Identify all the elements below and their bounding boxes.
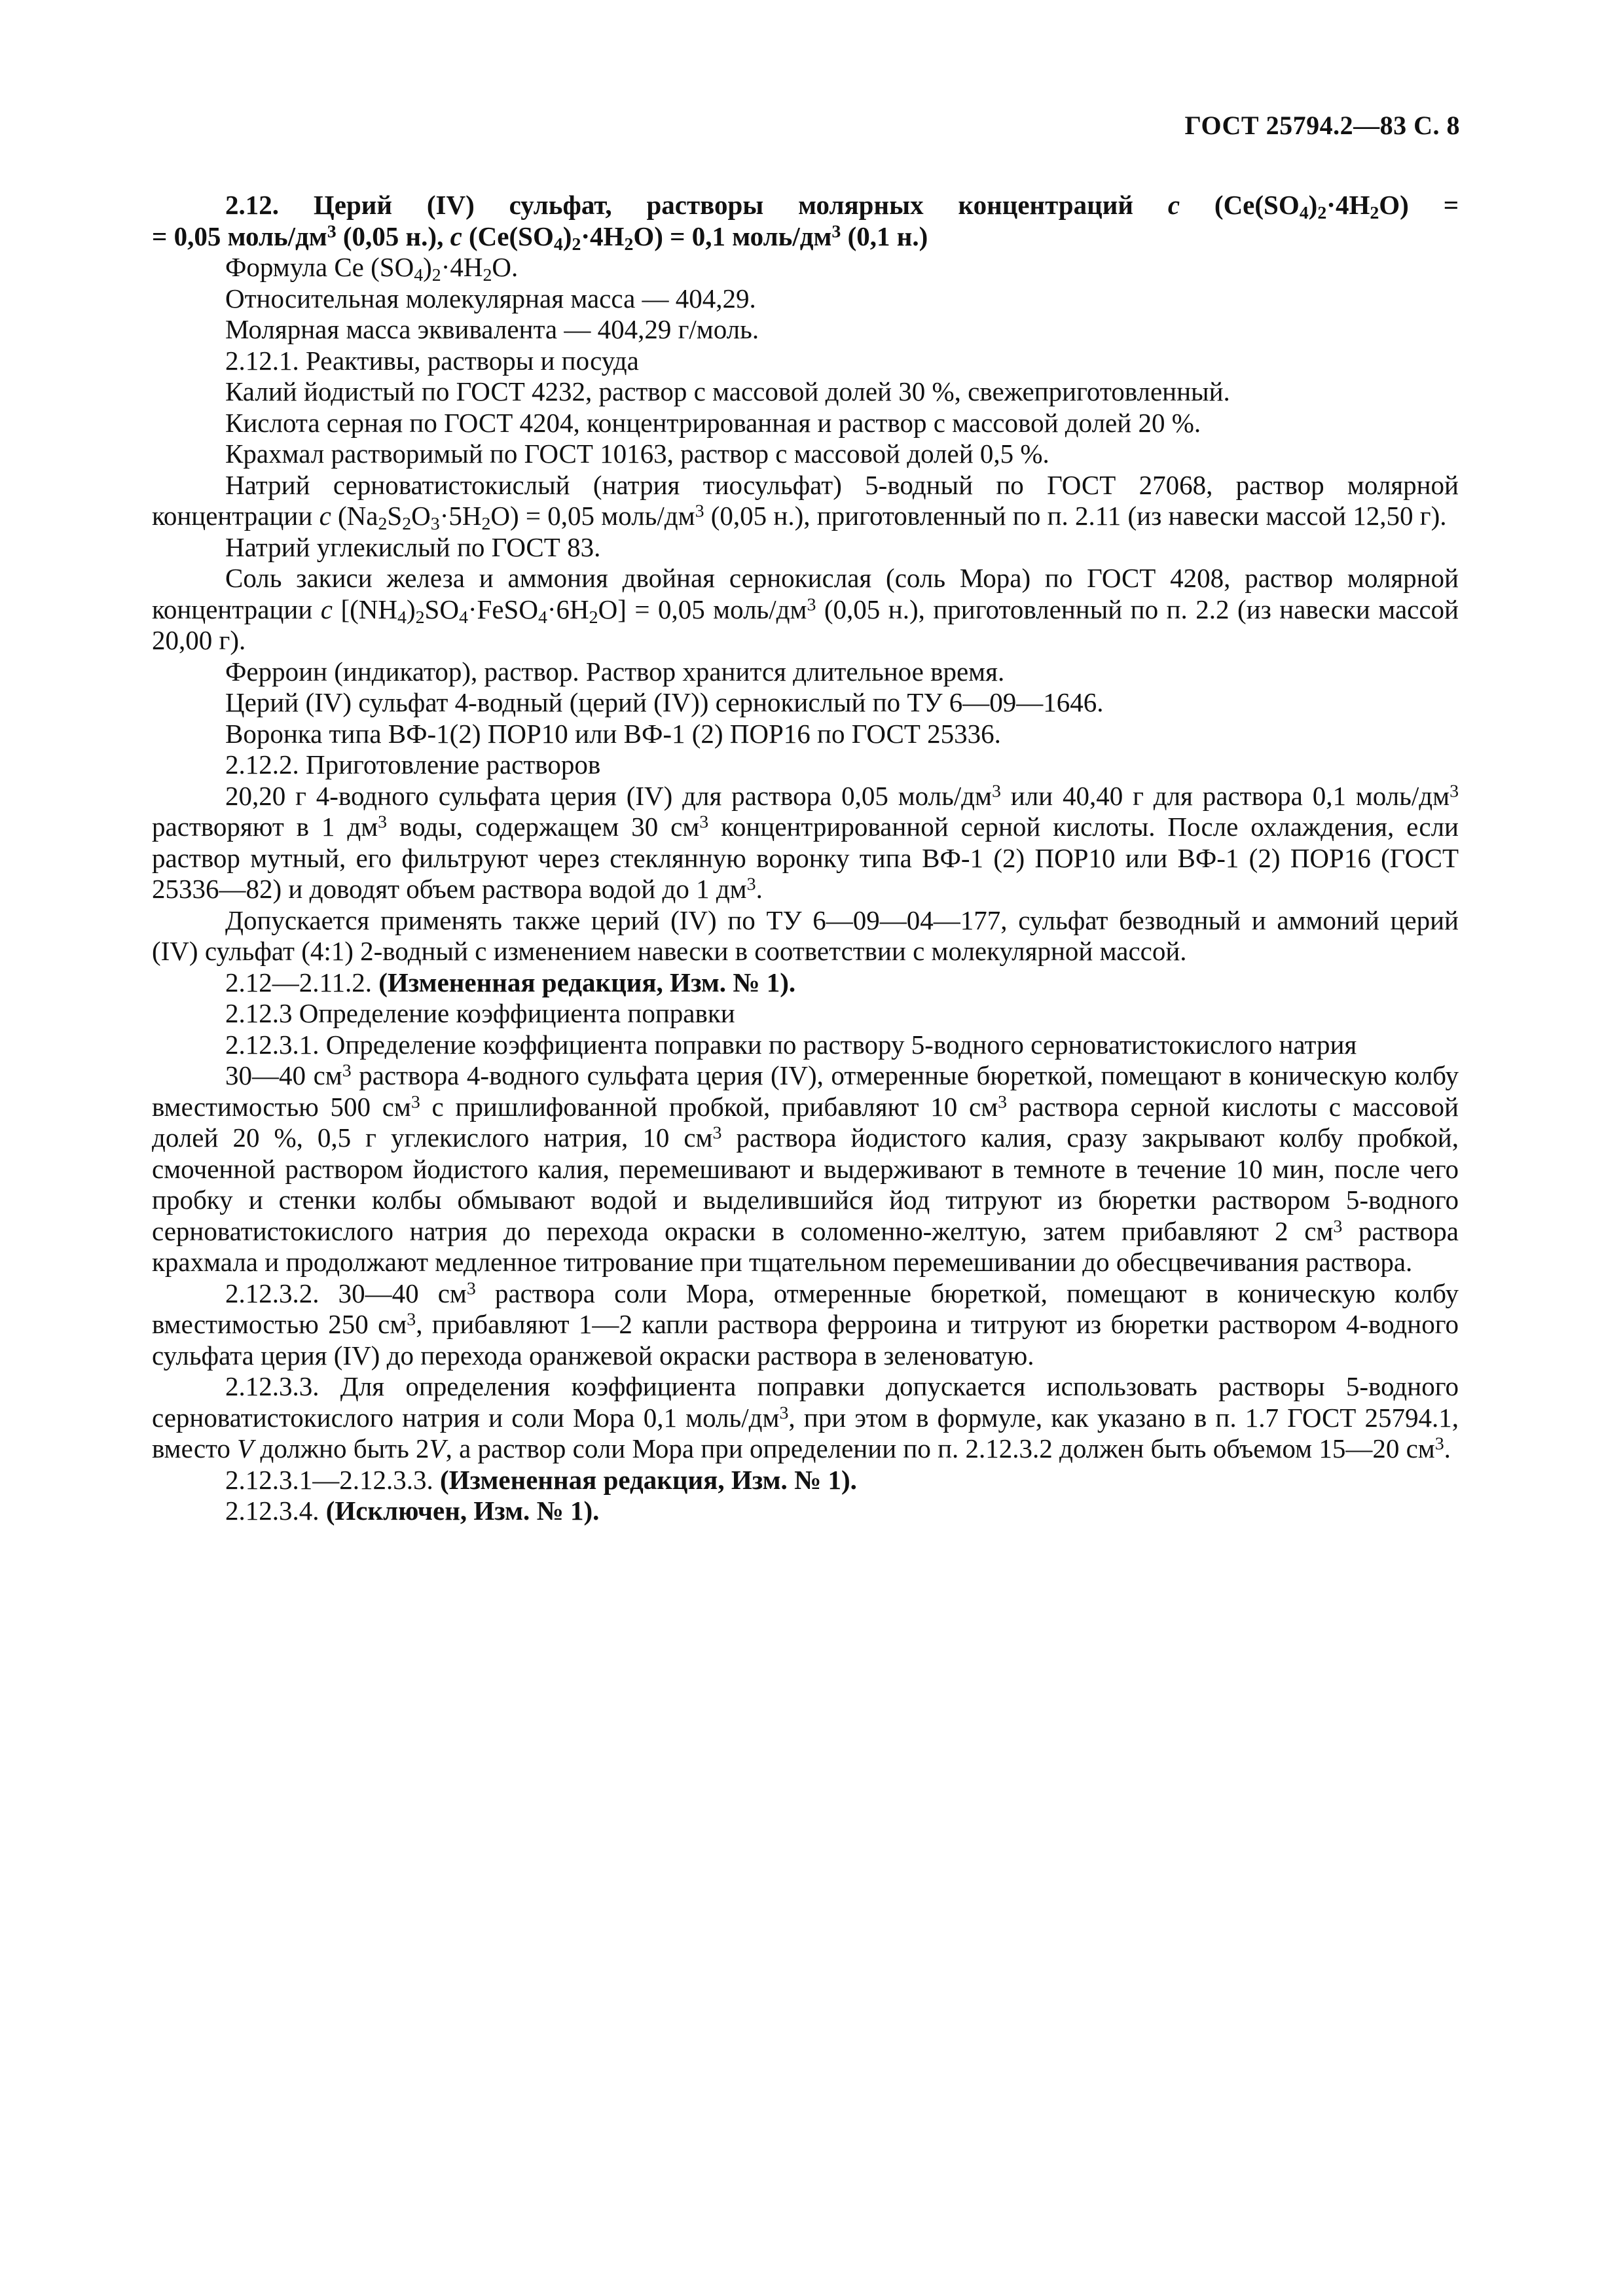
section-heading-2-12-line2: = 0,05 моль/$дм^3$ (0,05 н.), c $(Ce(SO_4)_2\cdot 4H_2O) = 0,1$ моль/$дм^3$ (0,1 н.) <box>152 221 928 255</box>
reagent-mohr-salt: Соль закиси железа и аммония двойная сернокислая (соль Мора) по ГОСТ 4208, раствор молярной концентрации c $[(NH_4)_2SO_4\cdot FeSO_4\cdot 6H_2O] = 0,05$ моль/$дм^3$ (0,05 н.), приготовленный по п. 2.2 (из навески массой 20,00 г). <box>152 563 1459 655</box>
excluded-note: 2.12.3.4. (Исключен, Изм. № 1). <box>225 1496 600 1526</box>
reagent-thiosulfate: Натрий серноватистокислый (натрия тиосульфат) 5-водный по ГОСТ 27068, раствор молярной концентрации c $(Na_2S_2O_3\cdot 5H_2O) = 0,05$ моль/$дм^3$ (0,05 н.), приготовленный по п. 2.11 (из навески массой 12,50 г). <box>152 469 1459 534</box>
subsection-2-12-1: 2.12.1. Реактивы, растворы и посуда <box>225 345 639 376</box>
document-body <box>152 190 1459 1527</box>
amendment-note-1: 2.12—2.11.2. (Измененная редакция, Изм. № 1). <box>225 967 796 997</box>
method-paragraph-1: 30—40 $см^3$ раствора 4-водного сульфата церия (IV), отмеренные бюреткой, помещают в коническую колбу вместимостью 500 $см^3$ с пришлифованной пробкой, прибавляют 10 $см^3$ раствора серной кислоты с массовой долей 20 %, 0,5 г углекислого натрия, 10 $см^3$ раствора йодистого калия, сразу закрывают колбу пробкой, смоченной раствором йодистого калия, перемешивают и выдерживают в темноте в течение 10 мин, после чего пробку и стенки колбы обмывают водой и выделившийся йод титруют из бюретки раствором 5-водного серноватистокислого натрия до перехода окраски в соломенно-желтую, затем прибавляют 2 $см^3$ раствора крахмала и продолжают медленное титрование при тщательном перемешивании до обесцвечивания раствора. <box>152 1060 1459 1277</box>
subsection-2-12-3-1: 2.12.3.1. Определение коэффициента поправки по раствору 5-водного серноватистокислого натрия <box>225 1029 1357 1060</box>
reagent-starch: Крахмал растворимый по ГОСТ 10163, раствор с массовой долей 0,5 %. <box>225 439 1049 469</box>
molecular-mass: Относительная молекулярная масса — 404,29. <box>225 283 756 314</box>
reagent-funnel: Воронка типа ВФ-1(2) ПОР10 или ВФ-1 (2) ПОР16 по ГОСТ 25336. <box>225 718 1001 749</box>
reagent-sodium-carbonate: Натрий углекислый по ГОСТ 83. <box>225 531 601 562</box>
reagent-potassium-iodide: Калий йодистый по ГОСТ 4232, раствор с массовой долей 30 %, свежеприготовленный. <box>225 376 1230 406</box>
preparation-paragraph: 20,20 г 4-водного сульфата церия (IV) для раствора 0,05 моль/$дм^3$ или 40,40 г для раствора 0,1 моль/$дм^3$ растворяют в 1 $дм^3$ воды, содержащем 30 $см^3$ концентрированной серной кислоты. После охлаждения, если раствор мутный, его фильтруют через стеклянную воронку типа ВФ-1 (2) ПОР10 или ВФ-1 (2) ПОР16 (ГОСТ 25336—82) и доводят объем раствора водой до 1 $дм^3$. <box>152 780 1459 904</box>
page-header: ГОСТ 25794.2—83 С. 8 <box>1184 111 1460 140</box>
allowed-alternatives: Допускается применять также церий (IV) по ТУ 6—09—04—177, сульфат безводный и аммоний церий (IV) сульфат (4:1) 2-водный с изменением навески в соответствии с молекулярной массой. <box>152 905 1459 966</box>
subsection-2-12-3: 2.12.3 Определение коэффициента поправки <box>225 998 735 1028</box>
reagent-sulfuric-acid: Кислота серная по ГОСТ 4204, концентрированная и раствор с массовой долей 20 %. <box>225 407 1201 438</box>
subsection-2-12-3-3: 2.12.3.3. Для определения коэффициента поправки допускается использовать растворы 5-водного серноватистокислого натрия и соли Мора 0,1 моль/$дм^3$, при этом в формуле, как указано в п. 1.7 ГОСТ 25794.1, вместо V должно быть 2V, а раствор соли Мора при определении по п. 2.12.3.2 должен быть объемом 15—20 $см^3$. <box>152 1371 1459 1463</box>
subsection-2-12-3-2: 2.12.3.2. 30—40 $см^3$ раствора соли Мора, отмеренные бюреткой, помещают в коническую колбу вместимостью 250 $см^3$, прибавляют 1—2 капли раствора ферроина и титруют из бюретки раствором 4-водного сульфата церия (IV) до перехода оранжевой окраски раствора в зеленоватую. <box>152 1278 1459 1371</box>
heading-formula: c $(Ce(SO_4)_2\cdot 4H_2O)$ = <box>1167 190 1459 223</box>
amendment-note-2: 2.12.3.1—2.12.3.3. (Измененная редакция, Изм. № 1). <box>225 1464 857 1495</box>
formula-line: Формула Ce $(SO_4)_2\cdot 4H_2O$. <box>225 252 519 285</box>
heading-number: 2.12. <box>225 190 279 220</box>
section-heading-2-12: 2.12. Церий (IV) сульфат, растворы молярных концентраций c $(Ce(SO_4)_2\cdot 4H_2O)$ = <box>225 190 1459 223</box>
reagent-ferroin: Ферроин (индикатор), раствор. Раствор хранится длительное время. <box>225 656 1005 687</box>
subsection-2-12-2: 2.12.2. Приготовление растворов <box>225 749 601 780</box>
reagent-cerium-sulfate: Церий (IV) сульфат 4-водный (церий (IV)) сернокислый по ТУ 6—09—1646. <box>225 687 1104 717</box>
molar-mass: Молярная масса эквивалента — 404,29 г/моль. <box>225 314 759 344</box>
